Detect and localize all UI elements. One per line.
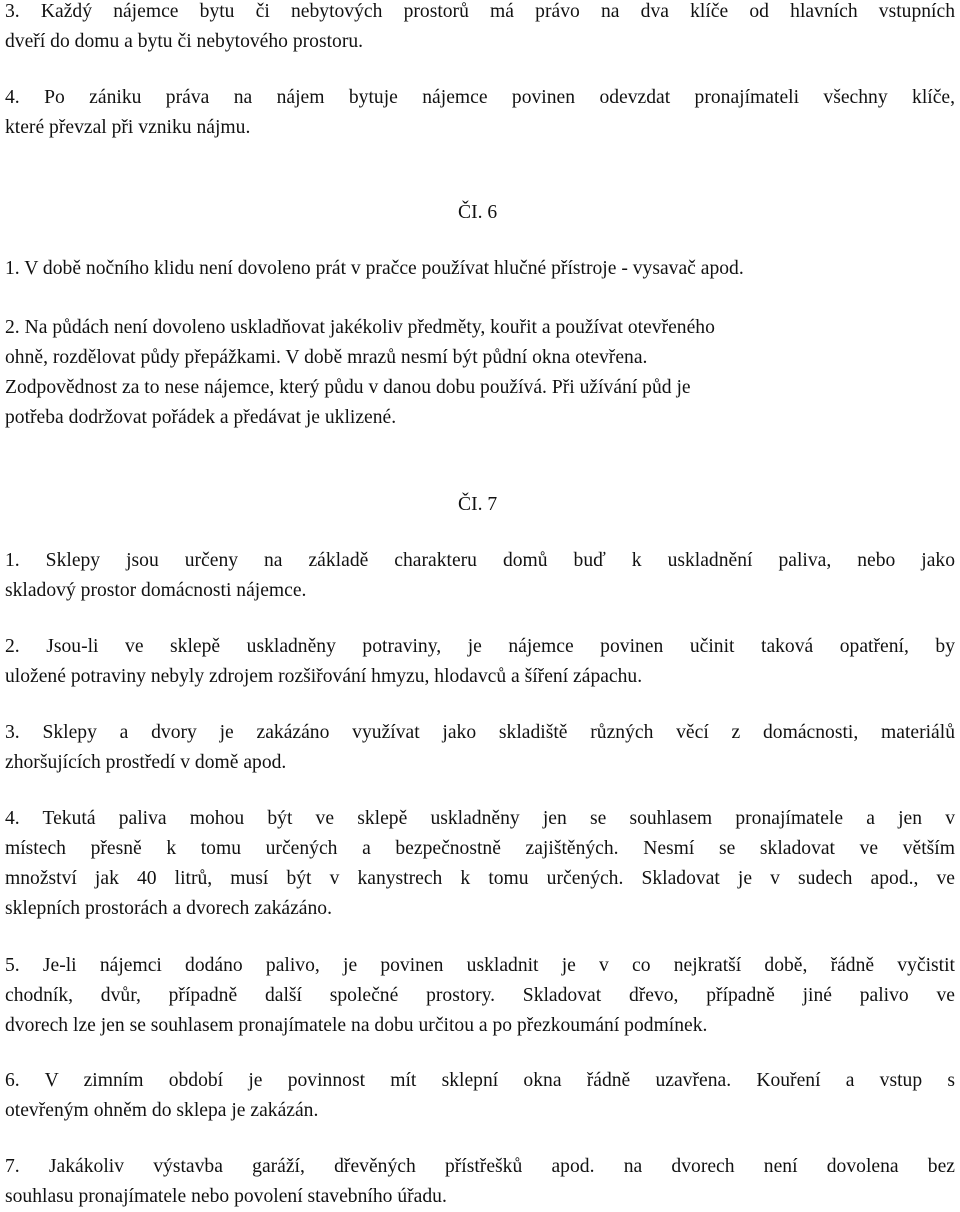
text-line: množství jak 40 litrů, musí být v kanystrech k tomu určených. Skladovat je v sudech apod., ve xyxy=(5,868,955,889)
paragraph-7-7 xyxy=(5,1152,955,1212)
text-line: 7. Jakákoliv výstavba garáží, dřevěných přístřešků apod. na dvorech není dovolena bez xyxy=(5,1156,955,1177)
text-line: které převzal při vzniku nájmu. xyxy=(5,117,251,138)
section-heading-6: ČI. 6 xyxy=(458,202,498,223)
paragraph-6-1 xyxy=(5,254,955,284)
text-line: zhoršujících prostředí v domě apod. xyxy=(5,752,287,773)
text-line: sklepních prostorách a dvorech zakázáno. xyxy=(5,898,332,919)
text-line: ohně, rozdělovat půdy přepážkami. V době mrazů nesmí být půdní okna otevřena. xyxy=(5,347,648,368)
text-line: chodník, dvůr, případně další společné prostory. Skladovat dřevo, případně jiné palivo ve xyxy=(5,985,955,1006)
paragraph-5-4 xyxy=(5,83,955,143)
text-line: potřeba dodržovat pořádek a předávat je uklizené. xyxy=(5,407,397,428)
paragraph-7-3 xyxy=(5,718,955,778)
text-line: 4. Tekutá paliva mohou být ve sklepě uskladněny jen se souhlasem pronajímatele a jen v xyxy=(5,808,955,829)
text-line: 1. V době nočního klidu není dovoleno prát v pračce používat hlučné přístroje - vysavač apod. xyxy=(5,258,744,279)
text-line: uložené potraviny nebyly zdrojem rozšiřování hmyzu, hlodavců a šíření zápachu. xyxy=(5,666,643,687)
text-line: skladový prostor domácnosti nájemce. xyxy=(5,580,307,601)
text-line: 3. Sklepy a dvory je zakázáno využívat jako skladiště různých věcí z domácnosti, materiálů xyxy=(5,722,955,743)
text-line: otevřeným ohněm do sklepa je zakázán. xyxy=(5,1100,319,1121)
section-heading-7: ČI. 7 xyxy=(458,494,498,515)
text-line: dveří do domu a bytu či nebytového prostoru. xyxy=(5,31,364,52)
text-line: 4. Po zániku práva na nájem bytuje nájemce povinen odevzdat pronajímateli všechny klíče, xyxy=(5,87,955,108)
paragraph-5-3 xyxy=(5,0,955,57)
text-line: 3. Každý nájemce bytu či nebytových prostorů má právo na dva klíče od hlavních vstupních xyxy=(5,1,955,22)
text-line: 2. Na půdách není dovoleno uskladňovat jakékoliv předměty, kouřit a používat otevřeného xyxy=(5,317,715,338)
text-line: Zodpovědnost za to nese nájemce, který půdu v danou dobu používá. Při užívání půd je xyxy=(5,377,691,398)
text-line: 5. Je-li nájemci dodáno palivo, je povinen uskladnit je v co nejkratší době, řádně vyčistit xyxy=(5,955,955,976)
text-line: 6. V zimním období je povinnost mít sklepní okna řádně uzavřena. Kouření a vstup s xyxy=(5,1070,955,1091)
text-line: souhlasu pronajímatele nebo povolení stavebního úřadu. xyxy=(5,1186,447,1207)
text-line: 1. Sklepy jsou určeny na základě charakteru domů buď k uskladnění paliva, nebo jako xyxy=(5,550,955,571)
text-line: dvorech lze jen se souhlasem pronajímatele na dobu určitou a po přezkoumání podmínek. xyxy=(5,1015,708,1036)
paragraph-7-4 xyxy=(5,804,955,924)
paragraph-7-1 xyxy=(5,546,955,606)
paragraph-7-5 xyxy=(5,951,955,1041)
paragraph-6-2 xyxy=(5,313,955,433)
text-line: místech přesně k tomu určených a bezpečnostně zajištěných. Nesmí se skladovat ve větším xyxy=(5,838,955,859)
text-line: 2. Jsou-li ve sklepě uskladněny potraviny, je nájemce povinen učinit taková opatření, by xyxy=(5,636,955,657)
paragraph-7-6 xyxy=(5,1066,955,1126)
paragraph-7-2 xyxy=(5,632,955,692)
